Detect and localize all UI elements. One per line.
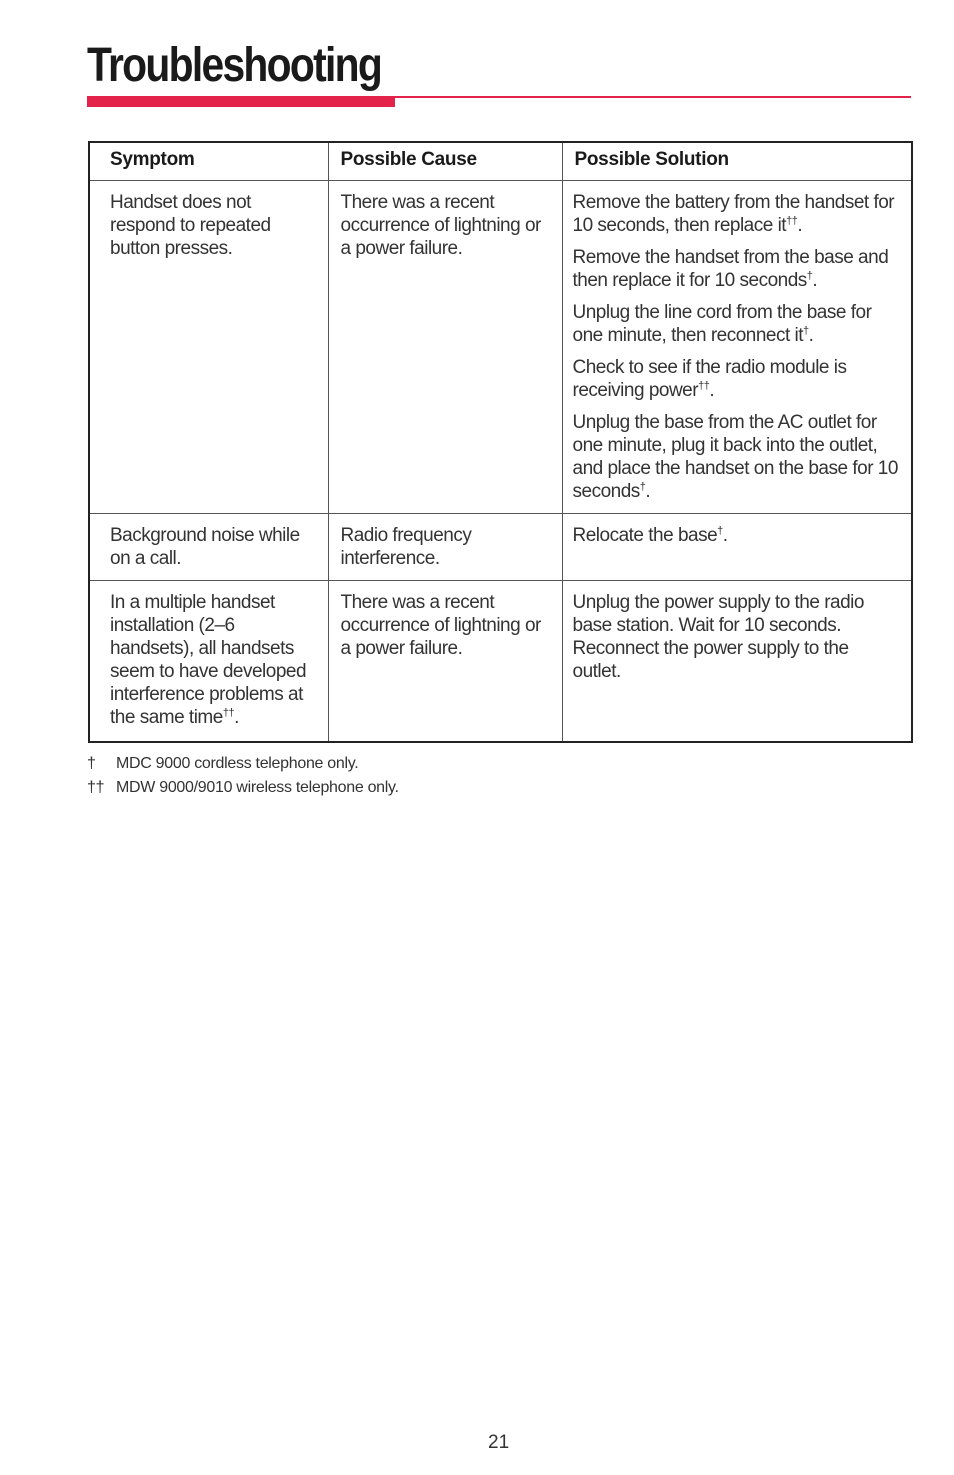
solution-item: Unplug the line cord from the base for one minute, then reconnect it†. [572, 301, 872, 346]
cause-cell: There was a recent occurrence of lightning or a power failure. [328, 580, 562, 742]
table-row [89, 180, 912, 513]
solution-item: Relocate the base†. [572, 524, 728, 546]
solution-cell [562, 180, 912, 513]
footnote-mark: †† [698, 379, 710, 392]
symptom-text: In a multiple handset installation (2–6 handsets), all handsets seem to have developed interference problems at the same time [110, 591, 307, 728]
symptom-cell [89, 180, 328, 513]
page-number: 21 [488, 1432, 510, 1453]
header-possible-cause: Possible Cause [328, 142, 562, 180]
troubleshooting-table [88, 141, 913, 743]
solution-item: Unplug the power supply to the radio base station. Wait for 10 seconds. Reconnect the power supply to the outlet. [572, 591, 864, 682]
footnote [87, 752, 399, 776]
footnote-symbol: † [87, 755, 96, 772]
solution-item: Remove the handset from the base and then replace it for 10 seconds†. [572, 246, 889, 291]
footnote-text: MDW 9000/9010 wireless telephone only. [116, 779, 399, 796]
header-symptom: Symptom [89, 142, 328, 180]
cause-cell: There was a recent occurrence of lightning or a power failure. [328, 180, 562, 513]
symptom-text: Background noise while on a call. [110, 524, 300, 569]
solution-cell [562, 580, 912, 742]
cause-cell: Radio frequency interference. [328, 513, 562, 580]
symptom-cell [89, 513, 328, 580]
solution-cell [562, 513, 912, 580]
footnote-mark: † [803, 324, 809, 337]
footnote-mark: † [717, 524, 723, 537]
footnote-mark: †† [222, 706, 235, 719]
solution-item: Unplug the base from the AC outlet for one minute, plug it back into the outlet, and place the handset on the base for 10 seconds†. [572, 411, 898, 502]
footnote [87, 776, 399, 800]
page-title: Troubleshooting [87, 39, 382, 92]
table-header-row [89, 142, 912, 180]
footnotes [87, 752, 399, 800]
table-row [89, 513, 912, 580]
symptom-text: Handset does not respond to repeated button presses. [110, 191, 271, 259]
title-accent-bar [87, 98, 395, 107]
footnote-mark: †† [786, 214, 798, 227]
footnote-symbol: †† [87, 779, 105, 796]
footnote-text: MDC 9000 cordless telephone only. [116, 755, 359, 772]
table-row [89, 580, 912, 742]
footnote-mark: † [806, 269, 813, 282]
footnote-mark: † [639, 480, 646, 493]
symptom-cell: In a multiple handset installation (2–6 handsets), all handsets seem to have developed interference problems at the same time††. [89, 580, 328, 742]
solution-item: Check to see if the radio module is receiving power††. [572, 356, 847, 401]
solution-item: Remove the battery from the handset for 10 seconds, then replace it††. [572, 191, 895, 236]
header-possible-solution: Possible Solution [562, 142, 912, 180]
